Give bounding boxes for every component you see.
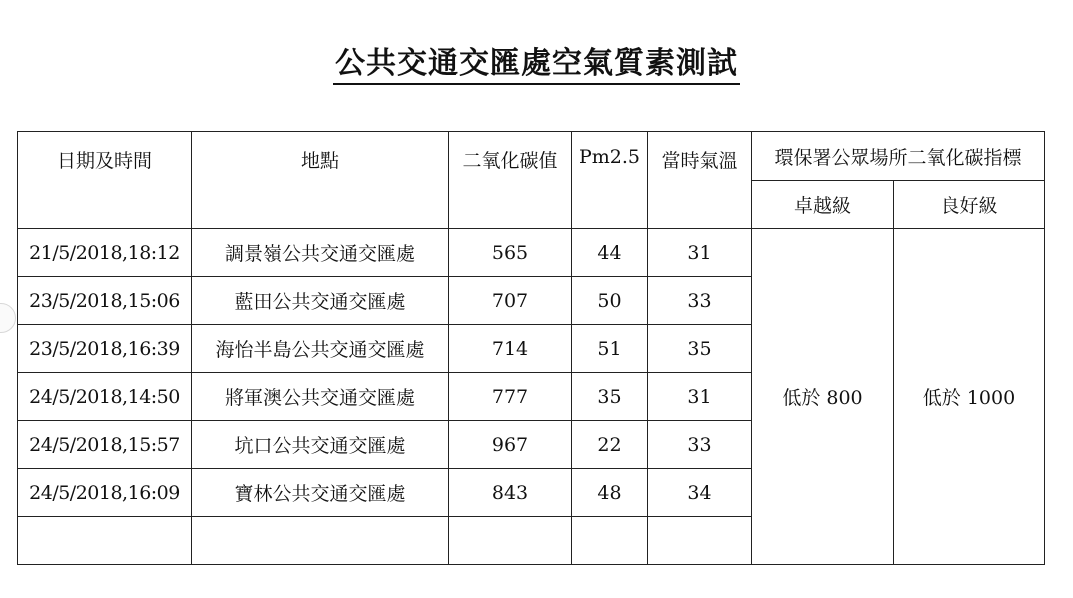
cell-pm25: 51 — [572, 325, 648, 373]
cell-pm25: 48 — [572, 469, 648, 517]
cell-location: 調景嶺公共交通交匯處 — [192, 229, 449, 277]
cell-datetime: 23/5/2018,15:06 — [18, 277, 192, 325]
cell-datetime: 24/5/2018,16:09 — [18, 469, 192, 517]
cell-co2: 565 — [449, 229, 572, 277]
cell-pm25: 35 — [572, 373, 648, 421]
header-pm25: Pm2.5 — [572, 132, 648, 229]
header-excellent: 卓越級 — [752, 181, 894, 229]
cell-temperature: 35 — [648, 325, 752, 373]
cell-pm25: 50 — [572, 277, 648, 325]
cell-empty — [572, 517, 648, 565]
cell-location: 寶林公共交通交匯處 — [192, 469, 449, 517]
cell-datetime: 24/5/2018,14:50 — [18, 373, 192, 421]
cell-temperature: 31 — [648, 229, 752, 277]
cell-location: 坑口公共交通交匯處 — [192, 421, 449, 469]
cell-co2: 843 — [449, 469, 572, 517]
title-text: 公共交通交匯處空氣質素測試 — [333, 46, 740, 85]
header-row — [18, 132, 1045, 181]
air-quality-table — [17, 131, 1045, 565]
header-datetime: 日期及時間 — [18, 132, 192, 229]
cell-location: 將軍澳公共交通交匯處 — [192, 373, 449, 421]
page-title — [0, 38, 1073, 82]
header-co2: 二氧化碳值 — [449, 132, 572, 229]
cell-excellent-standard: 低於 800 — [752, 229, 894, 565]
cell-location: 藍田公共交通交匯處 — [192, 277, 449, 325]
cell-good-standard: 低於 1000 — [894, 229, 1045, 565]
cell-co2: 967 — [449, 421, 572, 469]
cell-temperature: 34 — [648, 469, 752, 517]
cell-co2: 777 — [449, 373, 572, 421]
cell-location: 海怡半島公共交通交匯處 — [192, 325, 449, 373]
cell-pm25: 44 — [572, 229, 648, 277]
cell-empty — [18, 517, 192, 565]
header-temperature: 當時氣溫 — [648, 132, 752, 229]
cell-co2: 707 — [449, 277, 572, 325]
cell-temperature: 33 — [648, 421, 752, 469]
cell-co2: 714 — [449, 325, 572, 373]
cell-empty — [648, 517, 752, 565]
cell-temperature: 33 — [648, 277, 752, 325]
header-location: 地點 — [192, 132, 449, 229]
cell-pm25: 22 — [572, 421, 648, 469]
cell-datetime: 24/5/2018,15:57 — [18, 421, 192, 469]
cell-empty — [449, 517, 572, 565]
header-good: 良好級 — [894, 181, 1045, 229]
header-epd-standard: 環保署公眾場所二氧化碳指標 — [752, 132, 1045, 181]
cell-empty — [192, 517, 449, 565]
cell-datetime: 23/5/2018,16:39 — [18, 325, 192, 373]
cell-datetime: 21/5/2018,18:12 — [18, 229, 192, 277]
scroll-circle-marker — [0, 303, 16, 333]
table-row — [18, 229, 1045, 277]
cell-temperature: 31 — [648, 373, 752, 421]
